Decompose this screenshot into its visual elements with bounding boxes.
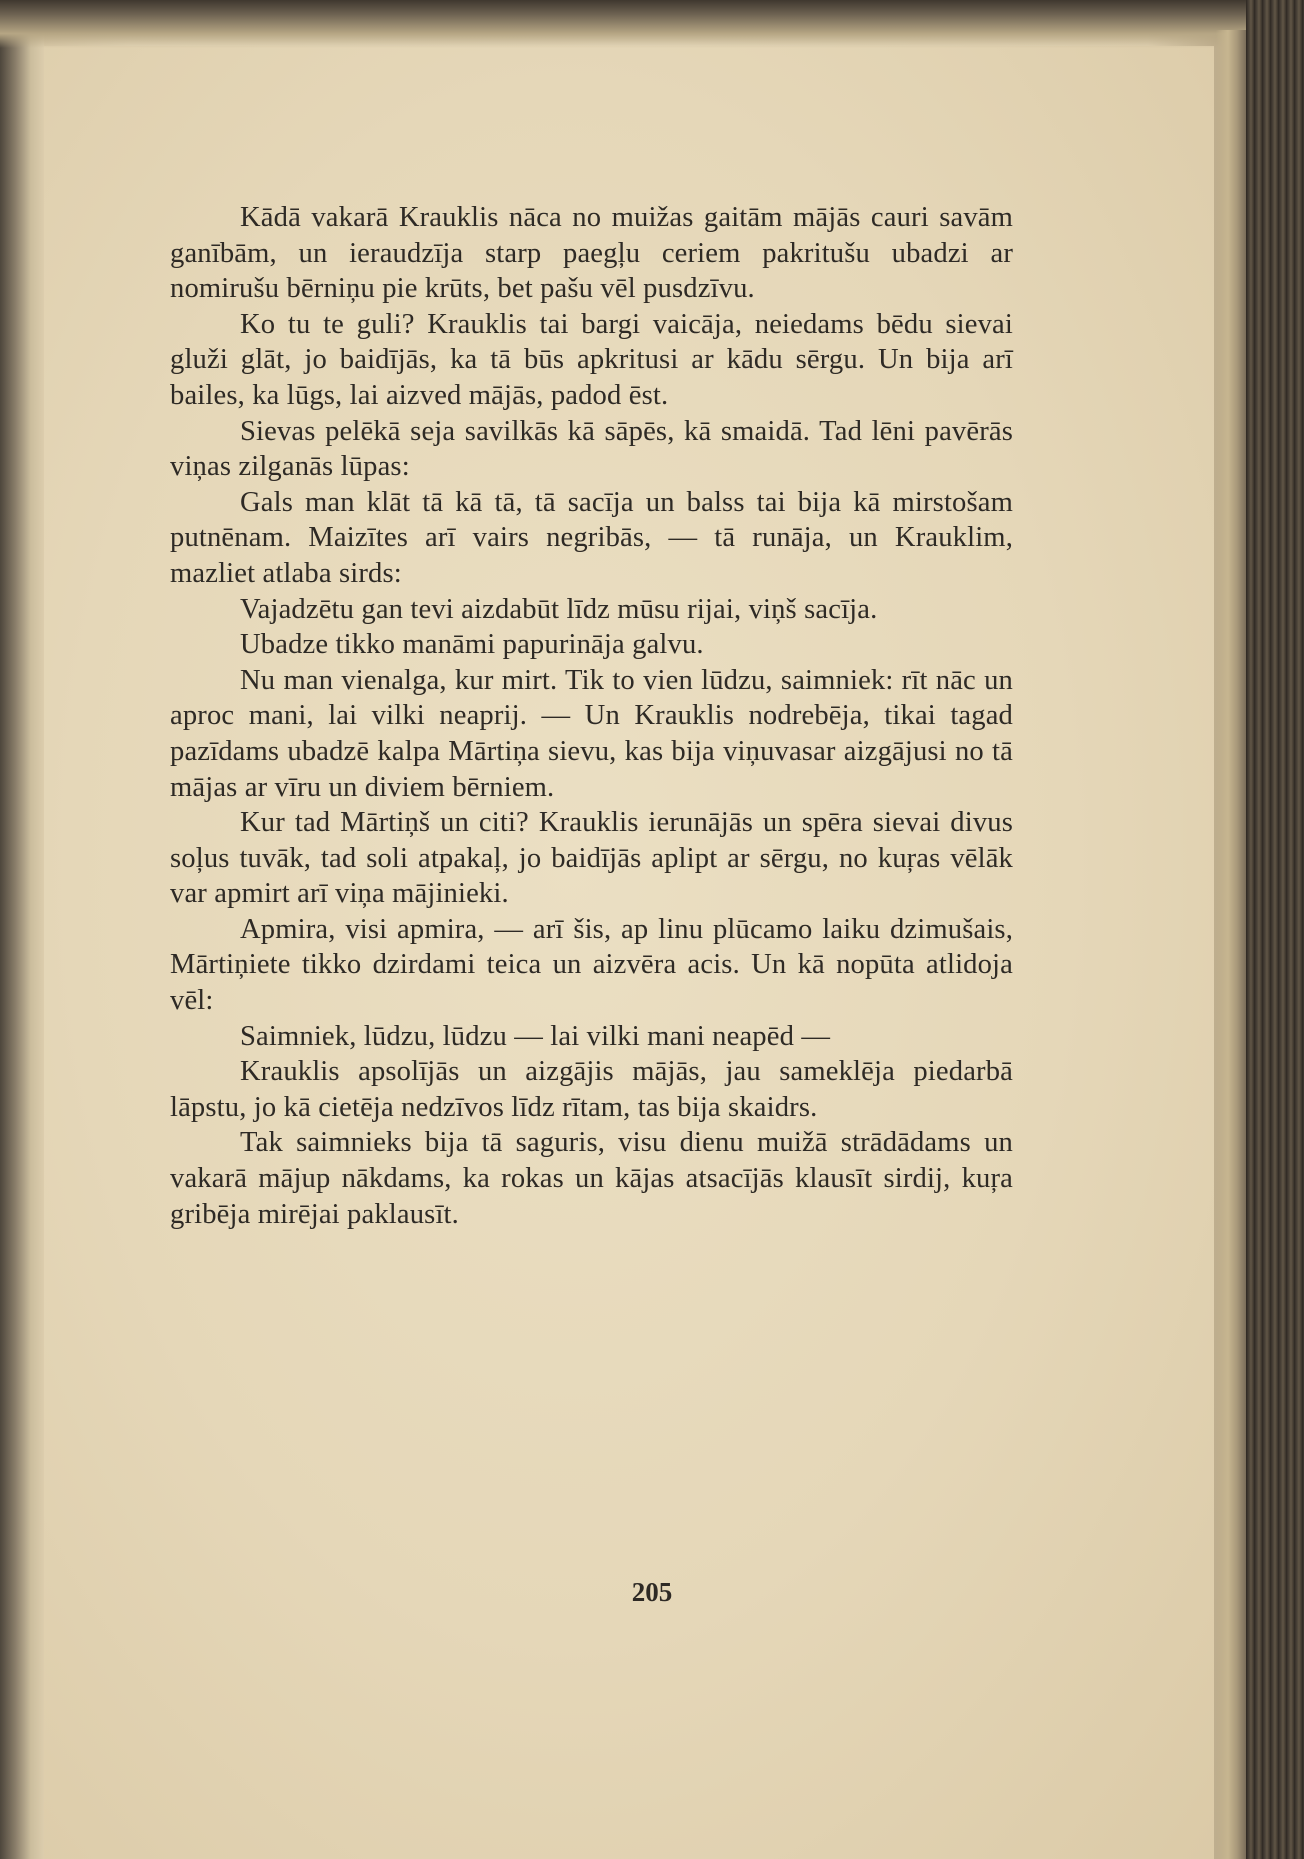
paragraph: Kur tad Mārtiņš un citi? Krauklis ierunājās un spēra sievai divus soļus tuvāk, tad soli atpakaļ, jo baidījās aplipt ar sērgu, no kuŗas vēlāk var apmirt arī viņa mājinieki. (170, 807, 1013, 910)
paragraph: Apmira, visi apmira, — arī šis, ap linu plūcamo laiku dzimušais, Mārtiņiete tikko dzirdami teica un aizvēra acis. Un kā nopūta atlidoja vēl: (170, 913, 1013, 1017)
paragraph: Kādā vakarā Krauklis nāca no muižas gaitām mājās cauri savām ganībām, un ieraudzīja starp paegļu ceriem pakritušu ubadzi ar nomirušu bērniņu pie krūts, bet pašu vēl pusdzīvu. (170, 202, 1013, 305)
paragraph: Nu man vienalga, kur mirt. Tik to vien lūdzu, saimniek: rīt nāc un aproc mani, lai vilki neaprij. — Un Krauklis nodrebēja, tikai tagad pazīdams ubadzē kalpa Mārtiņa sievu, kas bija viņuvasar aizgājusi no tā mājas ar vīru un diviem bērniem. (170, 664, 1013, 803)
paragraph: Krauklis apsolījās un aizgājis mājās, jau sameklēja piedarbā lāpstu, jo kā cietēja nedzīvos līdz rītam, tas bija skaidrs. (170, 1056, 1013, 1123)
paragraph: Saimniek, lūdzu, lūdzu — lai vilki mani neapēd — (240, 1020, 831, 1052)
paragraph: Tak saimnieks bija tā saguris, visu dienu muižā strādādams un vakarā mājup nākdams, ka rokas un kājas atsacījās klausīt sirdij, kuŗa gribēja mirējai paklausīt. (170, 1127, 1013, 1230)
page-number: 205 (631, 1577, 673, 1607)
paragraph: Gals man klāt tā kā tā, tā sacīja un balss tai bija kā mirstošam putnēnam. Maizītes arī vairs negribās, — tā runāja, un Krauklim, mazliet atlaba sirds: (170, 486, 1013, 589)
body-text (170, 200, 1013, 1232)
paragraph: Ubadze tikko manāmi papurināja galvu. (240, 629, 704, 661)
paragraph: Ko tu te guli? Krauklis tai bargi vaicāja, neiedams bēdu sievai gluži glāt, jo baidījās, ka tā būs apkritusi ar kādu sērgu. Un bija arī bailes, ka lūgs, lai aizved mājās, padod ēst. (170, 308, 1013, 411)
paragraph: Vajadzētu gan tevi aizdabūt līdz mūsu rijai, viņš sacīja. (240, 593, 878, 625)
top-page-edge (0, 0, 1304, 48)
paragraph: Sievas pelēkā seja savilkās kā sāpēs, kā smaidā. Tad lēni pavērās viņas zilganās lūpas: (170, 415, 1013, 483)
